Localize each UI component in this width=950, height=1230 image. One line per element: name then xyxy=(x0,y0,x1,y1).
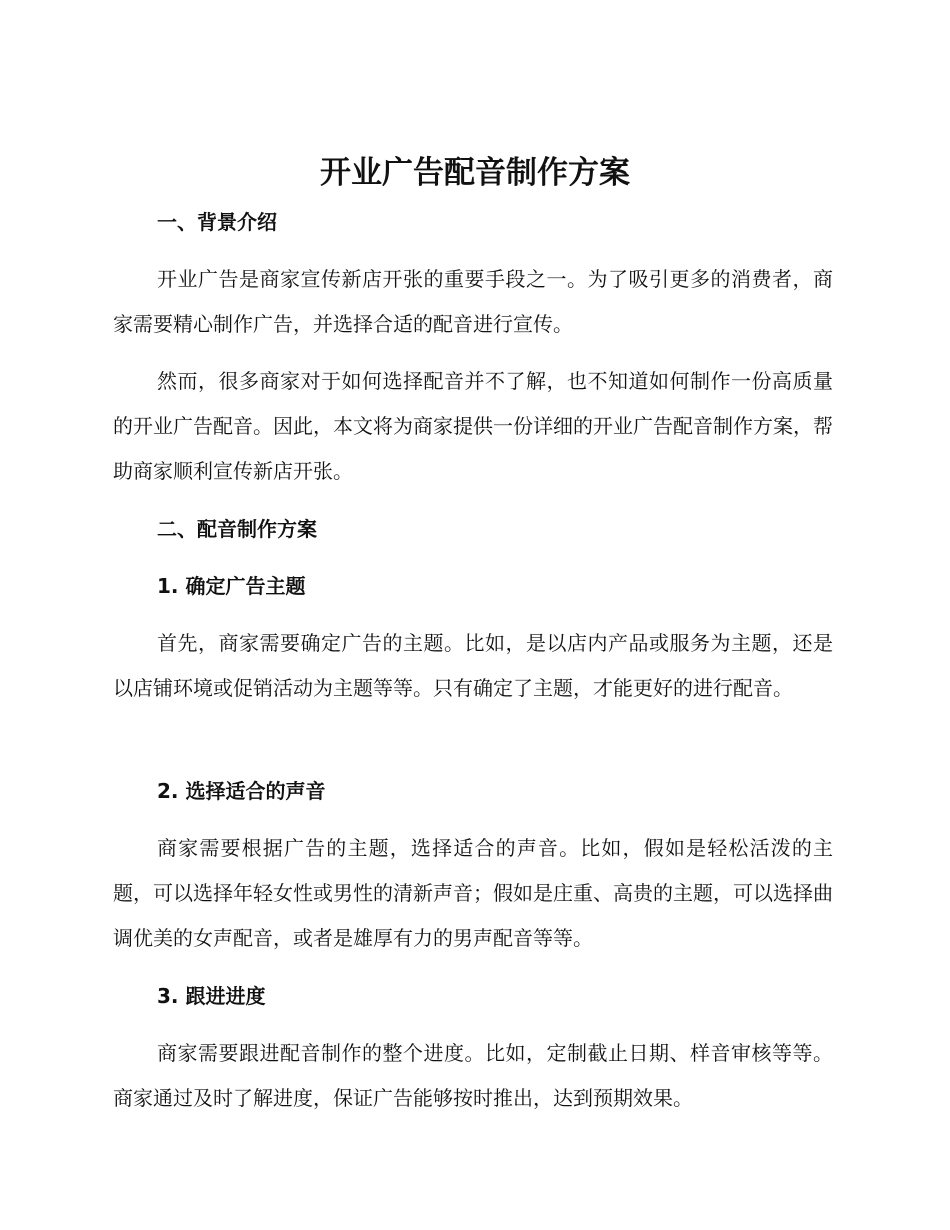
section-heading-plan: 二、配音制作方案 xyxy=(157,517,317,541)
section-heading-background: 一、背景介绍 xyxy=(157,210,277,234)
paragraph-progress: 商家需要跟进配音制作的整个进度。比如，定制截止日期、样音审核等等。商家通过及时了解进度，保证广告能够按时推出，达到预期效果。 xyxy=(113,1041,833,1110)
paragraph-background-2: 然而，很多商家对于如何选择配音并不了解，也不知道如何制作一份高质量的开业广告配音。因此，本文将为商家提供一份详细的开业广告配音制作方案，帮助商家顺利宣传新店开张。 xyxy=(113,369,833,483)
subsection-heading-progress: 3. 跟进进度 xyxy=(157,984,266,1008)
paragraph-theme: 首先，商家需要确定广告的主题。比如，是以店内产品或服务为主题，还是以店铺环境或促销活动为主题等等。只有确定了主题，才能更好的进行配音。 xyxy=(113,631,833,700)
subsection-heading-theme: 1. 确定广告主题 xyxy=(157,574,306,598)
paragraph-background-1: 开业广告是商家宣传新店开张的重要手段之一。为了吸引更多的消费者，商家需要精心制作广告，并选择合适的配音进行宣传。 xyxy=(113,267,833,336)
paragraph-voice: 商家需要根据广告的主题，选择适合的声音。比如，假如是轻松活泼的主题，可以选择年轻女性或男性的清新声音；假如是庄重、高贵的主题，可以选择曲调优美的女声配音，或者是雄厚有力的男声配音等等。 xyxy=(113,836,833,950)
page-title: 开业广告配音制作方案 xyxy=(320,155,630,191)
subsection-heading-voice: 2. 选择适合的声音 xyxy=(157,779,326,803)
